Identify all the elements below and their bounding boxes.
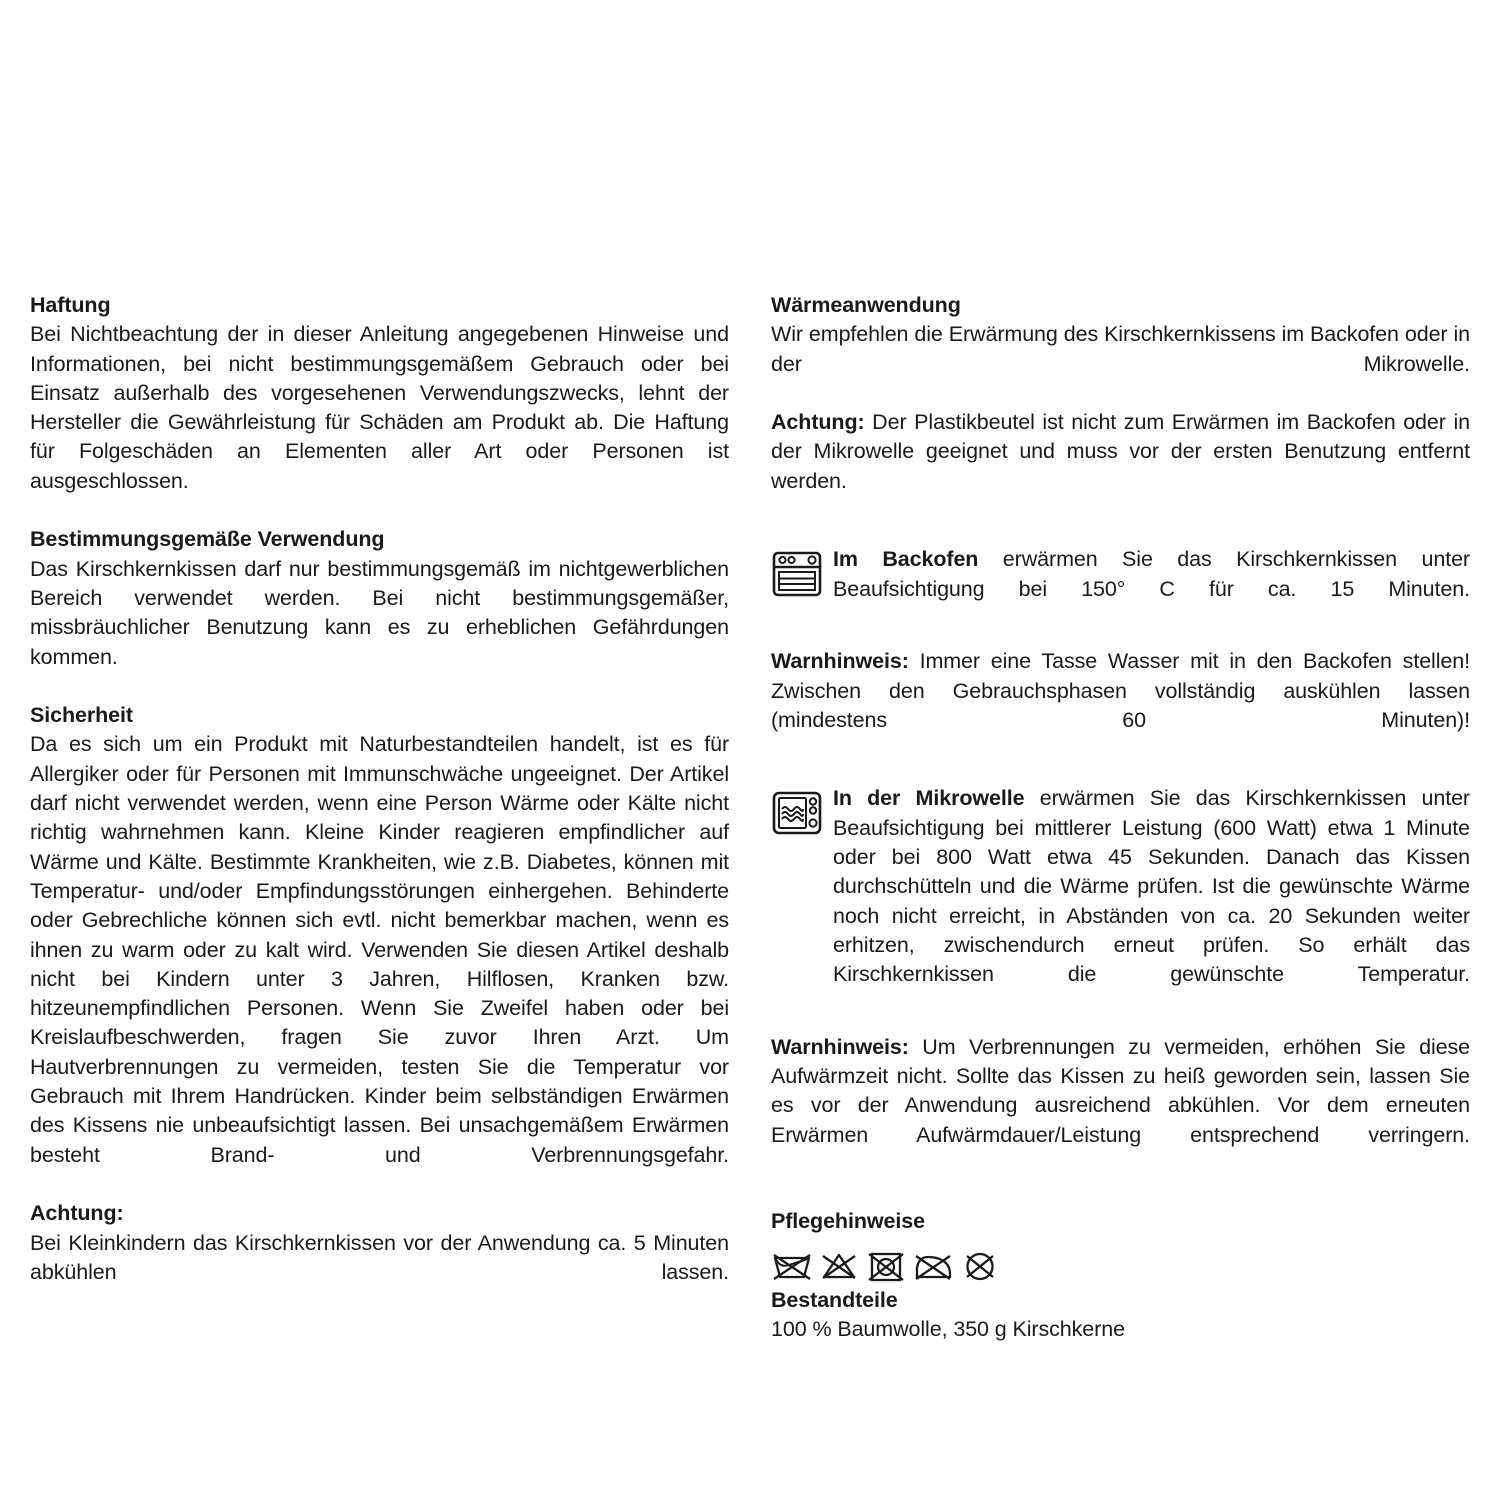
heading-bestimmungsgemaesse-verwendung: Bestimmungsgemäße Verwendung <box>30 527 385 552</box>
left-column <box>30 291 729 1316</box>
spacer <box>771 1179 1470 1207</box>
paragraph-microwave <box>833 784 1470 1018</box>
do-not-bleach-icon <box>818 1248 860 1284</box>
spacer <box>771 764 1470 784</box>
paragraph-achtung-plastikbeutel <box>771 408 1470 525</box>
paragraph-warnhinweis-oven <box>771 647 1470 764</box>
spacer <box>771 1019 1470 1033</box>
achtung-text: Der Plastikbeutel ist nicht zum Erwärmen im Backofen oder in der Mikrowelle geeignet und muss vor der ersten Benutzung entfernt werden. <box>771 410 1470 493</box>
oven-lead-label: Im Backofen <box>833 547 979 572</box>
paragraph-waermeanwendung-intro: Wir empfehlen die Erwärmung des Kirschkernkissens im Backofen oder in der Mikrowelle. <box>771 322 1470 376</box>
achtung-label: Achtung: <box>771 410 865 435</box>
do-not-wash-icon <box>771 1248 813 1284</box>
heading-waermeanwendung: Wärmeanwendung <box>771 293 961 317</box>
heading-bestandteile: Bestandteile <box>771 1287 898 1312</box>
spacer <box>771 633 1470 647</box>
do-not-iron-icon <box>912 1248 954 1284</box>
microwave-lead-label: In der Mikrowelle <box>833 786 1025 811</box>
heading-sicherheit: Sicherheit <box>30 703 133 728</box>
paragraph-achtung-left: Bei Kleinkindern das Kirschkernkissen vor der Anwendung ca. 5 Minuten abkühlen lassen. <box>30 1230 729 1284</box>
paragraph-bestandteile: 100 % Baumwolle, 350 g Kirschkerne <box>771 1316 1125 1341</box>
heading-achtung-left: Achtung: <box>30 1201 124 1226</box>
oven-icon <box>771 548 823 600</box>
warnhinweis-oven-label: Warnhinweis: <box>771 649 909 674</box>
do-not-dry-clean-icon <box>959 1248 1001 1284</box>
paragraph-oven <box>833 545 1470 633</box>
two-column-layout <box>30 291 1470 1374</box>
warnhinweis-microwave-text: Um Verbrennungen zu vermeiden, erhöhen Sie diese Aufwärmzeit nicht. Sollte das Kissen zu heiß geworden sein, lassen Sie es vor der Anwendung ausreichend abkühlen. Vor dem erneuten Erwärmen Aufwärmdauer/Leistung entsprechend verringern. <box>771 1034 1470 1147</box>
oven-text: erwärmen Sie das Kirschkernkissen unter Beaufsichtigung bei 150° C für ca. 15 Minuten. <box>833 547 1470 601</box>
microwave-text: erwärmen Sie das Kirschkernkissen unter Beaufsichtigung bei mittlerer Leistung (600 Watt) etwa 1 Minute oder bei 800 Watt etwa 45 Sekunden. Danach das Kissen durchschütteln und die Wärme prüfen. Ist die gewünschte Wärme noch nicht erreicht, in Abständen von ca. 20 Sekunden weiter erhitzen, zwischendurch erneut prüfen. So erhält das Kirschkernkissen die gewünschte Temperatur. <box>833 786 1470 987</box>
warnhinweis-microwave-label: Warnhinweis: <box>771 1034 909 1059</box>
spacer <box>771 525 1470 545</box>
microwave-icon <box>771 787 823 839</box>
oven-instruction-block <box>771 545 1470 633</box>
heading-pflegehinweise: Pflegehinweise <box>771 1209 925 1234</box>
paragraph-bestimmungsgemaesse-verwendung: Das Kirschkernkissen darf nur bestimmungsgemäß im nichtgewerblichen Bereich verwendet werden. Bei nicht bestimmungsgemäßer, missbräuchlicher Benutzung kann es zu erheblichen Gefährdungen kommen. <box>30 556 729 669</box>
paragraph-sicherheit: Da es sich um ein Produkt mit Naturbestandteilen handelt, ist es für Allergiker oder für Personen mit Immunschwäche ungeeignet. Der Artikel darf nicht verwendet werden, wenn eine Person Wärme oder Kälte nicht richtig wahrnehmen kann. Kleine Kinder reagieren empfindlicher auf Wärme und Kälte. Bestimmte Krankheiten, wie z.B. Diabetes, können mit Temperatur- und/oder Empfindungsstörungen einhergehen. Behinderte oder Gebrechliche können sich evtl. nicht bemerkbar machen, wenn es ihnen zu warm oder zu kalt wird. Verwenden Sie diesen Artikel deshalb nicht bei Kindern unter 3 Jahren, Hilflosen, Kranken bzw. hitzeunempfindlichen Personen. Wenn Sie Zweifel haben oder bei Kreislaufbeschwerden, fragen Sie zuvor Ihren Arzt. Um Hautverbrennungen zu vermeiden, testen Sie die Temperatur vor Gebrauch mit Ihrem Handrücken. Kinder beim selbständigen Erwärmen des Kissens nie unbeaufsichtigt lassen. Bei unsachgemäßem Erwärmen besteht Brand- und Verbrennungsgefahr. <box>30 732 729 1167</box>
care-symbols-row <box>771 1246 1470 1286</box>
right-column <box>771 291 1470 1374</box>
do-not-tumble-dry-icon <box>865 1248 907 1284</box>
paragraph-haftung: Bei Nichtbeachtung der in dieser Anleitung angegebenen Hinweise und Informationen, bei nicht bestimmungsgemäßem Gebrauch oder bei Einsatz außerhalb des vorgesehenen Verwendungszwecks, lehnt der Hersteller die Gewährleistung für Schäden am Produkt ab. Die Haftung für Folgeschäden an Elementen aller Art oder Personen ist ausgeschlossen. <box>30 322 729 493</box>
heading-haftung: Haftung <box>30 293 111 317</box>
microwave-instruction-block <box>771 784 1470 1018</box>
paragraph-warnhinweis-microwave <box>771 1033 1470 1179</box>
warnhinweis-oven-text: Immer eine Tasse Wasser mit in den Backofen stellen! Zwischen den Gebrauchsphasen vollständig auskühlen lassen (mindestens 60 Minuten)! <box>771 649 1470 732</box>
